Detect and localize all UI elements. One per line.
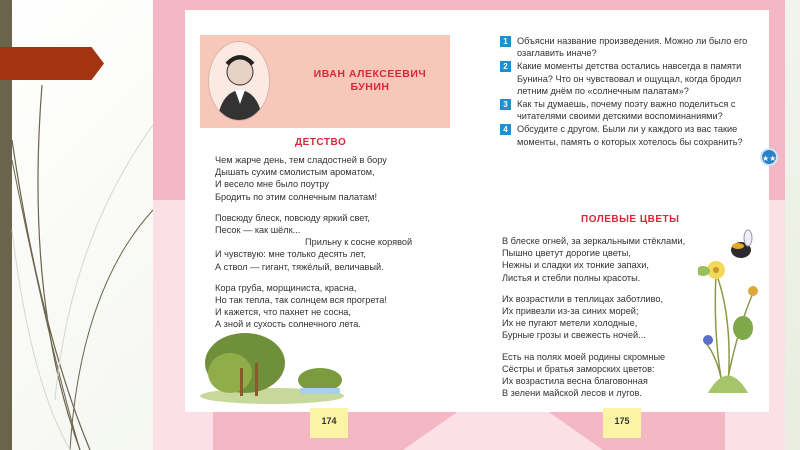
stanza: [215, 282, 412, 331]
poem-line: Повсюду блеск, повсюду яркий свет,: [215, 212, 370, 223]
question-item: [500, 35, 762, 59]
poem-line: Их возрастили в теплицах заботливо,: [502, 293, 664, 304]
question-number-badge: 2: [500, 61, 511, 72]
stanza: [215, 154, 412, 203]
question-number-badge: 3: [500, 99, 511, 110]
poem-line: Нежны и сладки их тонкие запахи,: [502, 260, 649, 271]
questions-list: [500, 35, 762, 149]
poem-line: Бурные грозы и свежесть ночей...: [502, 330, 646, 341]
question-number-badge: 4: [500, 124, 511, 135]
poem-line: А ствол — гигант, тяжёлый, величавый.: [215, 261, 384, 272]
forest-illustration: [200, 328, 345, 408]
poem-line: В блеске огней, за зеркальными стёклами,: [502, 236, 686, 246]
poem-line: Сёстры и братья заморских цветов:: [502, 363, 655, 374]
poem-line: Листья и стебли полны красоты.: [502, 272, 641, 283]
poem-line: Кора груба, морщиниста, красна,: [215, 282, 357, 293]
poem-line: Их не пугают метели холодные,: [502, 318, 638, 329]
page-number-175: 175: [603, 408, 641, 438]
textbook-spread: [153, 0, 785, 450]
author-surname-line: БУНИН: [350, 81, 390, 93]
poem-line: А зной и сухость солнечного лета.: [215, 319, 361, 330]
pair-work-star-icon: ★★: [760, 148, 778, 166]
question-item: [500, 123, 762, 147]
poem-line: Бродить по этим солнечным палатам!: [215, 191, 378, 202]
author-name: [290, 68, 450, 94]
poem-line: Их привезли из-за синих морей;: [502, 306, 639, 317]
wildflower-illustration: [698, 228, 763, 398]
poem-line: Но так тепла, так солнцем вся прогрета!: [215, 295, 387, 306]
poem-line: Их возрастила весна благовонная: [502, 376, 648, 387]
poem-polevye-cvety: [502, 235, 685, 408]
stanza: [502, 351, 685, 400]
question-item: [500, 98, 762, 122]
page-number-174: 174: [310, 408, 348, 438]
poem-line: В зелени майской лесов и лугов.: [502, 388, 642, 399]
author-header: [200, 35, 450, 128]
poem-line: И весело мне было поутру: [215, 179, 329, 190]
stanza: [502, 235, 685, 284]
question-text: Объясни название произведения. Можно ли было его озаглавить иначе?: [517, 36, 748, 59]
question-number-badge: 1: [500, 36, 511, 47]
author-name-line: ИВАН АЛЕКСЕЕВИЧ: [313, 68, 427, 80]
poem-line: Дышать сухим смолистым ароматом,: [215, 167, 375, 178]
poem-line: Чем жарче день, тем сладостней в бору: [215, 155, 387, 165]
poem-line: Пышно цветут дорогие цветы,: [502, 248, 631, 259]
poem-line: Есть на полях моей родины скромные: [502, 351, 666, 362]
poem-title-polevye-cvety: ПОЛЕВЫЕ ЦВЕТЫ: [581, 214, 680, 225]
poem-line: Песок — как шёлк...: [215, 225, 301, 236]
poem-line: И кажется, что пахнет не сосна,: [215, 307, 351, 318]
question-text: Какие моменты детства остались навсегда в памяти Бунина? Что он чувствовал и ощущал, когда бродил летним днём по «солнечным палатам»?: [517, 61, 742, 96]
stanza: [215, 212, 412, 273]
question-text: Обсудите с другом. Были ли у каждого из вас такие моменты, память о которых хотелось бы сохранить?: [517, 124, 743, 147]
question-item: [500, 60, 762, 97]
poem-line: Прильну к сосне корявой: [305, 237, 413, 248]
author-portrait: [208, 41, 270, 121]
stanza: [502, 293, 685, 342]
question-text: Как ты думаешь, почему поэту важно поделиться с читателями своими детскими воспоминаниями?: [517, 99, 736, 122]
poem-line: И чувствую: мне только десять лет,: [215, 249, 366, 260]
poem-title-detstvo: ДЕТСТВО: [295, 137, 347, 148]
decorative-curves: [0, 0, 160, 450]
poem-detstvo: [215, 154, 412, 340]
